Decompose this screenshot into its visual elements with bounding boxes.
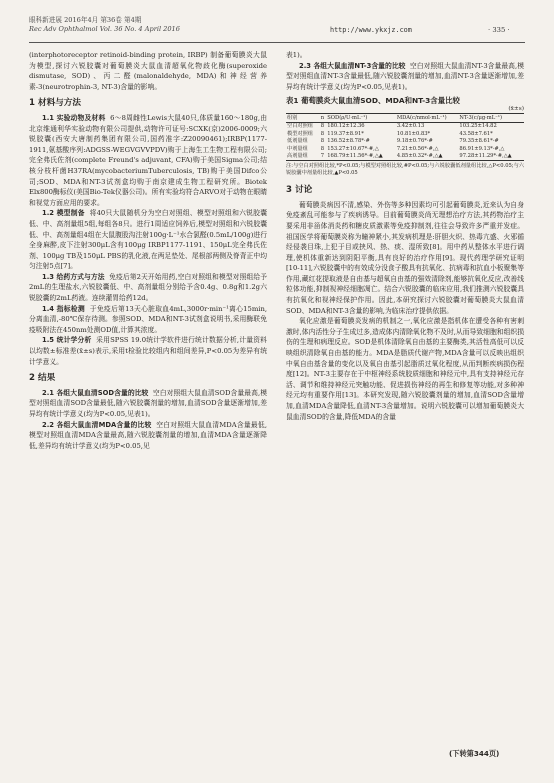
section-heading-discussion: 3 讨论: [286, 185, 313, 196]
running-header: [29, 16, 180, 34]
table-cell: 8: [320, 145, 325, 152]
table-footnote: 注:与空白对照组比较,*P<0.05;与模型对照组比较,#P<0.05;与六锐胶囊低剂量组比较,△P<0.05;与六锐胶囊中剂量组比较,▲P<0.05: [286, 162, 524, 176]
results-table: [286, 113, 524, 160]
journal-issue: 眼科新进展 2016年4月 第36卷 第4期: [29, 16, 142, 24]
table-row: [286, 130, 524, 137]
subsection-title: 1.5 统计学分析: [42, 336, 92, 345]
subsection-body: 空白对照组大鼠血清SOD含量最高,模型对照组血清SOD含量最低,随六锐胶囊剂量的增加,血清SOD含量逐渐增加,差异均有统计学意义(均为P<0.05,见表1)。: [29, 388, 267, 418]
subsection-body: 将40只大鼠随机分为空白对照组、模型对照组和六锐胶囊低、中、高剂量组5组,每组各8只。进行1周适应饲养后,模型对照组和六锐胶囊低、中、高剂量组4组在大鼠腹股沟注射100g·L⁻¹水合氯醛(0.5mL/100g)进行全身麻醉,皮下注射300μL含有100μg IRBP1177-1191、150μL完全弗氏佐剂、100μg TB及150μL PBS的乳化液,在两足垫处、尾根部两侧及脊背正中均匀注射5点[7]。: [29, 209, 267, 271]
section-1-5: [29, 335, 267, 367]
table-cell: 180.12±12.36: [327, 123, 365, 130]
subsection-title: 1.3 给药方式与方法: [42, 272, 105, 281]
right-column: [286, 50, 524, 422]
table-row: [286, 122, 524, 130]
left-column: [29, 50, 267, 451]
table-cell: 10.81±0.83*: [396, 130, 431, 137]
table-header-cell: n: [320, 114, 325, 121]
table-cell: 43.58±7.61*: [459, 130, 493, 137]
table-cell: 136.52±8.78*·#: [327, 138, 370, 145]
table-cell: 3.42±0.13: [396, 123, 425, 130]
subsection-title: 1.1 实验动物及材料: [42, 113, 106, 122]
section-1-2: [29, 208, 267, 272]
subsection-title: 2.3 各组大鼠血清NT-3含量的比较: [299, 61, 406, 70]
table-row: [286, 138, 524, 145]
subsection-body: 空白对照组大鼠血清MDA含量最低,模型对照组血清MDA含量最高,随六锐胶囊剂量的增加,血清MDA含量逐渐降低,差异均有统计学意义(均为P<0.05,见: [29, 420, 267, 450]
subsection-body: 6～8周雌性Lewis大鼠40只,体质量160～180g,由北京维通利华实验动物有限公司提供,动物许可证号:SCXK(京)2006-0009;六锐胶囊(西安大唐制药集团有限公司,国药准字:Z20090461);IRBP(1177-1911,氨基酸序列:ADGSS-WEGVGVVPDV)购于上海生工生物工程有限公司;完全弗氏佐剂(complete Freund's adjuvant, CFA)购于美国Sigma公司;结核分枝杆菌H37RA(mycobacteriumTuberculosis, TB)购于美国Difco公司;SOD、MDA和NT-3试剂盒均购于南京建成生物工程研究所。Biotek Elx800酶标仪(美国Bio-Tek仪器公司)。所有实验均符合ARVO对于动物在眼睛和视觉方面应用的要求。: [29, 113, 267, 207]
continued-on-page: (下转第344页): [449, 749, 500, 758]
section-2-1: [29, 388, 267, 420]
table-row: [286, 145, 524, 152]
table-cell: 高剂量组: [287, 152, 308, 159]
journal-issue-en: Rec Adv Ophthalmol Vol. 36 No. 4 April 2016: [29, 25, 180, 33]
subsection-body: 空白对照组大鼠血清NT-3含量最高,模型对照组血清NT-3含量最低,随六锐胶囊剂量的增加,血清NT-3含量逐渐增加,差异均有统计学意义(均为P<0.05,见表1)。: [286, 61, 524, 91]
table-cell: 模型对照组: [287, 130, 313, 137]
table-cell: 119.37±8.91*: [327, 130, 364, 137]
table-cell: 4.85±0.32*·#,△▲: [396, 152, 443, 159]
table-cell: 79.35±8.61*·#: [459, 138, 499, 145]
subsection-body: 于免疫后第13天心脏取血4mL,3000r·min⁻¹离心15min,分离血清,-80℃保存待测。参照SOD、MDA和NT-3试剂盒说明书,采用酶联免疫吸附法在450nm处测OD值,计算其浓度。: [29, 304, 267, 334]
section-1-3: [29, 272, 267, 304]
table-header-row: [286, 114, 524, 122]
subsection-title: 1.2 模型制备: [42, 209, 85, 218]
table-cell: 7: [320, 152, 325, 159]
section-heading-results: 2 结果: [29, 373, 56, 384]
table-row: [286, 152, 524, 160]
subsection-title: 1.4 指标检测: [42, 304, 85, 313]
table-cell: 8: [320, 130, 325, 137]
subsection-title: 2.1 各组大鼠血清SOD含量的比较: [42, 388, 149, 397]
section-2-2: [29, 420, 267, 452]
table-cell: 8: [320, 123, 325, 130]
table-cell: 8: [320, 138, 325, 145]
journal-url: http://www.ykxjz.com: [330, 26, 412, 34]
discussion-paragraph-1: 葡萄膜炎病因不清,感染、外伤等多种因素均可引起葡萄膜炎,近来认为自身免疫紊乱可能参与了疾病诱导。目前葡萄膜炎尚无理想治疗方法,其药物治疗主要采用非甾体消炎药和糖皮质激素等免疫抑制剂,往往会导致许多严重并发症。祖国医学将葡萄膜炎称为瞳神紧小,其发病机理是:肝胆火炽、热毒亢盛、火邪循经侵袭目珠,上犯于目或挟风、热、痰、湿所致[8]。用中药从整体水平进行调理,使机体重新达到阴阳平衡,具有良好的治疗作用[9]。现代药理学研究证明[10-11],六锐胶囊中的有效成分没食子酸具有抗氧化、抗病毒和抗血小板聚集等作用,藏红花提取液是自由基与超氧自由基的强效清除剂,能够抗氧化反应,改善线粒体功能,抑制视神经细胞凋亡。结合六锐胶囊的临床应用,我们推测六锐胶囊具有抗氧化和视神经保护作用。因此,本研究探讨六锐胶囊对葡萄膜炎大鼠血清SOD、MDA和NT-3含量的影响,为临床治疗提供依据。: [286, 200, 524, 315]
table-cell: 97.28±11.29*·#,△▲: [459, 152, 512, 159]
table-header-cell: SOD(ρ/U·mL⁻¹): [327, 114, 368, 121]
discussion-paragraph-2: 氧化应激是葡萄膜炎发病的机制之一,氧化应激是指机体在遭受各种有害刺激时,体内活性分子生成过多,造成体内清除氧化物不及时,从而导致细胞和组织损伤的生理和病理反应。SOD是机体清除氧自由基的主要酶类,其活性高低可以反映组织清除氧自由基的能力。MDA是脂质代谢产物,MDA含量可以反映出组织中氧自由基含量的变化以及氧自由基引起脂质过氧化程度,从而判断疾病损伤程度[12]。NT-3主要存在于中枢神经系统胶质细胞和神经元中,具有支持神经元存活、调节和维持神经元突触功能、促进损伤神经的再生和修复等功能,对多种神经元均有重要作用[13]。本研究发现,随六锐胶囊剂量的增加,血清SOD含量增加,血清MDA含量降低,血清NT-3含量增加。说明六锐胶囊可以增加葡萄膜炎大鼠血清SOD的含量,降低MDA的含量: [286, 317, 524, 421]
section-1-4: [29, 304, 267, 336]
table-title: 表1 葡萄膜炎大鼠血清SOD、MDA和NT-3含量比较: [286, 96, 460, 106]
table-cell: 153.27±10.67*·#,△: [327, 145, 379, 152]
table-cell: 9.18±0.76*·#: [396, 138, 433, 145]
table-unit: (x̄±s): [508, 106, 524, 113]
section-heading-methods: 1 材料与方法: [29, 98, 81, 109]
section-2-3: [286, 61, 524, 93]
table-header-cell: 组别: [287, 114, 298, 121]
table-cell: 空白对照组: [287, 123, 313, 130]
table-cell: 7.21±0.56*·#,△: [396, 145, 439, 152]
table-cell: 中剂量组: [287, 145, 308, 152]
subsection-body: 免疫后第2天开始用药,空白对照组和模型对照组给予2mL的生理盐水,六锐胶囊低、中、高剂量组分别给予含0.4g、0.8g和1.2g六锐胶囊的2mL药液。连续灌胃给药12d。: [29, 272, 267, 303]
page-number: · 335 ·: [488, 26, 510, 34]
section-1-1: [29, 113, 267, 208]
table-cell: 86.91±9.13*·#,△: [459, 145, 505, 152]
table-header-cell: NT-3(c/μg·mL⁻¹): [459, 114, 503, 121]
subsection-title: 2.2 各组大鼠血清MDA含量的比较: [42, 420, 152, 429]
subsection-body: 采用SPSS 19.0统计学软件进行统计数据分析,计量资料以均数±标准差(x̄±s)表示,采用t检验比较组内和组间差异,P<0.05为差异有统计学意义。: [29, 336, 267, 366]
header-rule: [29, 42, 525, 43]
table-cell: 168.79±11.56*·#,△▲: [327, 152, 383, 159]
continued-text: 表1)。: [286, 51, 307, 59]
table-cell: 低剂量组: [287, 138, 308, 145]
intro-paragraph: (interphotoreceptor retinoid-binding protein, IRBP) 制备葡萄膜炎大鼠为模型,探讨六锐胶囊对葡萄膜炎大鼠血清超氧化物歧化酶(superoxide dismutase, SOD)、丙二醛(malonaldehyde, MDA)和神经营养素-3(neurotrophin-3, NT-3)含量的影响。: [29, 51, 267, 91]
table-cell: 103.25±14.82: [459, 123, 497, 130]
table-header-cell: MDA(c/nmol·mL⁻¹): [396, 114, 447, 121]
